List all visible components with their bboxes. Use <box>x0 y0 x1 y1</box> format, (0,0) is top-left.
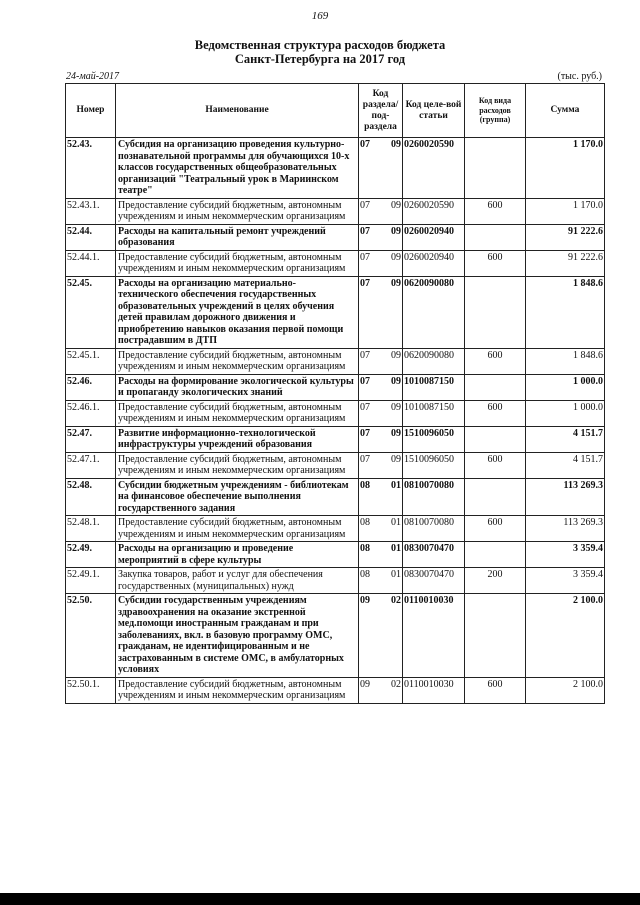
row-number: 52.45. <box>66 276 116 348</box>
row-number: 52.46. <box>66 374 116 400</box>
subsection-code: 01 <box>391 517 401 528</box>
table-row <box>66 348 605 374</box>
table-row <box>66 452 605 478</box>
row-sum: 1 000.0 <box>526 400 605 426</box>
row-expense-kind <box>465 426 526 452</box>
row-number: 52.43.1. <box>66 198 116 224</box>
row-number: 52.43. <box>66 138 116 199</box>
table-row <box>66 138 605 199</box>
row-sum: 3 359.4 <box>526 568 605 594</box>
row-name: Предоставление субсидий бюджетным, автономным учреждениям и иным некоммерческим организациям <box>116 348 359 374</box>
row-sum: 2 100.0 <box>526 594 605 678</box>
subsection-code: 01 <box>391 479 401 491</box>
subsection-code: 09 <box>391 251 401 263</box>
row-target-code: 0620090080 <box>403 348 465 374</box>
subsection-code: 09 <box>391 375 401 387</box>
table-row <box>66 594 605 678</box>
row-target-code: 0830070470 <box>403 542 465 568</box>
row-name: Предоставление субсидий бюджетным, автономным учреждениям и иным некоммерческим организациям <box>116 400 359 426</box>
header-number: Номер <box>66 84 116 138</box>
row-section-code <box>359 374 403 400</box>
document-title-line-2: Санкт-Петербурга на 2017 год <box>234 52 406 66</box>
section-code: 08 <box>360 569 370 580</box>
section-code: 07 <box>360 453 370 465</box>
subsection-code: 09 <box>391 199 401 211</box>
row-target-code: 1010087150 <box>403 400 465 426</box>
row-sum: 91 222.6 <box>526 224 605 250</box>
table-row <box>66 478 605 516</box>
row-name: Предоставление субсидий бюджетным, автономным учреждениям и иным некоммерческим организациям <box>116 677 359 703</box>
row-sum: 4 151.7 <box>526 426 605 452</box>
row-expense-kind <box>465 542 526 568</box>
table-row <box>66 568 605 594</box>
document-title-line-1: Ведомственная структура расходов бюджета <box>194 38 446 52</box>
subsection-code: 09 <box>391 453 401 465</box>
row-number: 52.48.1. <box>66 516 116 542</box>
section-code: 07 <box>360 427 370 439</box>
row-expense-kind: 600 <box>465 250 526 276</box>
row-section-code <box>359 677 403 703</box>
section-code: 07 <box>360 375 370 387</box>
table-row <box>66 516 605 542</box>
row-target-code: 0620090080 <box>403 276 465 348</box>
units-label: (тыс. руб.) <box>557 71 602 82</box>
row-section-code <box>359 138 403 199</box>
row-expense-kind: 600 <box>465 400 526 426</box>
subsection-code: 09 <box>391 277 401 289</box>
row-sum: 2 100.0 <box>526 677 605 703</box>
row-expense-kind: 600 <box>465 677 526 703</box>
row-section-code <box>359 452 403 478</box>
row-number: 52.45.1. <box>66 348 116 374</box>
row-sum: 1 848.6 <box>526 276 605 348</box>
row-expense-kind <box>465 478 526 516</box>
header-section: Код раздела/ под-раздела <box>359 84 403 138</box>
row-number: 52.50. <box>66 594 116 678</box>
row-sum: 91 222.6 <box>526 250 605 276</box>
scan-bottom-edge <box>0 893 640 905</box>
row-sum: 1 170.0 <box>526 198 605 224</box>
row-sum: 113 269.3 <box>526 478 605 516</box>
table-row <box>66 400 605 426</box>
subsection-code: 09 <box>391 349 401 361</box>
section-code: 07 <box>360 139 370 150</box>
row-number: 52.44.1. <box>66 250 116 276</box>
row-sum: 1 170.0 <box>526 138 605 199</box>
row-name: Расходы на организацию и проведение мероприятий в сфере культуры <box>116 542 359 568</box>
row-target-code: 0110010030 <box>403 677 465 703</box>
section-code: 07 <box>360 251 370 263</box>
header-target: Код целе-вой статьи <box>403 84 465 138</box>
header-kind: Код вида расходов (группа) <box>465 84 526 138</box>
row-target-code: 0260020940 <box>403 250 465 276</box>
table-row <box>66 677 605 703</box>
row-target-code: 0260020590 <box>403 198 465 224</box>
row-expense-kind: 200 <box>465 568 526 594</box>
row-target-code: 0810070080 <box>403 516 465 542</box>
row-name: Предоставление субсидий бюджетным, автономным учреждениям и иным некоммерческим организациям <box>116 516 359 542</box>
row-name: Субсидии бюджетным учреждениям - библиотекам на финансовое обеспечение выполнения государственного задания <box>116 478 359 516</box>
row-sum: 113 269.3 <box>526 516 605 542</box>
row-expense-kind <box>465 276 526 348</box>
subsection-code: 02 <box>391 678 401 690</box>
row-section-code <box>359 426 403 452</box>
row-section-code <box>359 276 403 348</box>
row-target-code: 0260020590 <box>403 138 465 199</box>
row-target-code: 0810070080 <box>403 478 465 516</box>
row-target-code: 1010087150 <box>403 374 465 400</box>
row-name: Предоставление субсидий бюджетным, автономным учреждениям и иным некоммерческим организациям <box>116 198 359 224</box>
row-sum: 1 000.0 <box>526 374 605 400</box>
row-name: Субсидия на организацию проведения культурно-познавательной программы для обучающихся 10-х классов государственных общеобразовательных организаций "Театральный урок в Мариинском театре" <box>116 138 359 199</box>
row-name: Субсидии государственным учреждениям здравоохранения на оказание экстренной мед.помощи иностранным гражданам и при заболеваниях, вкл. в базовую программу ОМС, гражданам, не идентифицированным и не застрахованным в системе ОМС, в амбулаторных условиях <box>116 594 359 678</box>
row-name: Развитие информационно-технологической инфраструктуры учреждений образования <box>116 426 359 452</box>
table-row <box>66 426 605 452</box>
row-section-code <box>359 400 403 426</box>
section-code: 07 <box>360 401 370 413</box>
row-number: 52.48. <box>66 478 116 516</box>
row-number: 52.46.1. <box>66 400 116 426</box>
section-code: 08 <box>360 479 370 491</box>
table-row <box>66 276 605 348</box>
section-code: 09 <box>360 678 370 690</box>
row-number: 52.50.1. <box>66 677 116 703</box>
subsection-code: 01 <box>391 543 401 554</box>
section-code: 08 <box>360 543 370 554</box>
table-header-row <box>66 84 605 138</box>
subsection-code: 02 <box>391 595 401 606</box>
row-target-code: 0830070470 <box>403 568 465 594</box>
row-number: 52.49.1. <box>66 568 116 594</box>
row-section-code <box>359 198 403 224</box>
row-sum: 4 151.7 <box>526 452 605 478</box>
row-number: 52.44. <box>66 224 116 250</box>
budget-table <box>65 83 605 704</box>
row-name: Расходы на организацию материально-технического обеспечения государственных образовательных учреждений в целях обучения детей правилам дорожного движения и приобретению навыков оказания первой помощи пострадавшим в ДТП <box>116 276 359 348</box>
row-section-code <box>359 478 403 516</box>
section-code: 07 <box>360 349 370 361</box>
subsection-code: 09 <box>391 401 401 413</box>
row-number: 52.47. <box>66 426 116 452</box>
row-expense-kind: 600 <box>465 452 526 478</box>
page-number: 169 <box>311 10 329 22</box>
row-name: Расходы на формирование экологической культуры и пропаганду экологических знаний <box>116 374 359 400</box>
section-code: 08 <box>360 517 370 528</box>
table-row <box>66 542 605 568</box>
row-number: 52.47.1. <box>66 452 116 478</box>
section-code: 09 <box>360 595 370 606</box>
table-row <box>66 224 605 250</box>
row-expense-kind: 600 <box>465 198 526 224</box>
subsection-code: 01 <box>391 569 401 580</box>
row-target-code: 1510096050 <box>403 452 465 478</box>
row-target-code: 1510096050 <box>403 426 465 452</box>
header-sum: Сумма <box>526 84 605 138</box>
row-expense-kind: 600 <box>465 348 526 374</box>
row-target-code: 0110010030 <box>403 594 465 678</box>
section-code: 07 <box>360 277 370 289</box>
row-expense-kind <box>465 138 526 199</box>
row-section-code <box>359 250 403 276</box>
row-name: Предоставление субсидий бюджетным, автономным учреждениям и иным некоммерческим организациям <box>116 250 359 276</box>
subsection-code: 09 <box>391 225 401 237</box>
row-section-code <box>359 542 403 568</box>
row-section-code <box>359 224 403 250</box>
subsection-code: 09 <box>391 139 401 150</box>
row-sum: 3 359.4 <box>526 542 605 568</box>
document-date: 24-май-2017 <box>66 71 120 82</box>
row-target-code: 0260020940 <box>403 224 465 250</box>
row-expense-kind <box>465 594 526 678</box>
row-name: Предоставление субсидий бюджетным, автономным учреждениям и иным некоммерческим организациям <box>116 452 359 478</box>
header-name: Наименование <box>116 84 359 138</box>
section-code: 07 <box>360 225 370 237</box>
row-expense-kind <box>465 374 526 400</box>
row-number: 52.49. <box>66 542 116 568</box>
section-code: 07 <box>360 199 370 211</box>
row-expense-kind <box>465 224 526 250</box>
row-section-code <box>359 594 403 678</box>
row-section-code <box>359 568 403 594</box>
row-name: Закупка товаров, работ и услуг для обеспечения государственных (муниципальных) нужд <box>116 568 359 594</box>
table-row <box>66 250 605 276</box>
row-expense-kind: 600 <box>465 516 526 542</box>
row-section-code <box>359 348 403 374</box>
row-sum: 1 848.6 <box>526 348 605 374</box>
table-row <box>66 198 605 224</box>
table-row <box>66 374 605 400</box>
row-section-code <box>359 516 403 542</box>
subsection-code: 09 <box>391 427 401 439</box>
row-name: Расходы на капитальный ремонт учреждений образования <box>116 224 359 250</box>
